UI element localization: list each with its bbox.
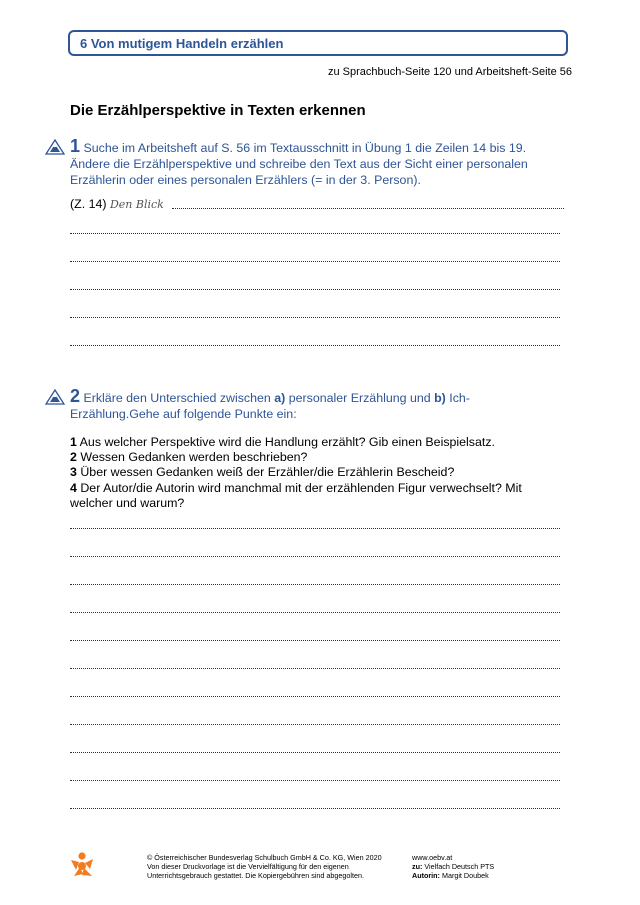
mountain-triangle-icon [45,139,65,155]
footer-info: www.oebv.at zu: Vielfach Deutsch PTS Autorin: Margit Doubek [412,853,495,880]
answer-line[interactable] [70,233,560,234]
handwritten-answer: Den Blick [109,198,164,211]
task-2-text-intro: Erkläre den Unterschied zwischen [83,391,271,405]
task-1-instructions [70,138,565,188]
answer-line[interactable] [70,612,560,613]
list-item: 4 Der Autor/die Autorin wird manchmal mit der erzählenden Figur verwechselt? Mit welcher und warum? [70,480,522,510]
answer-line[interactable] [70,584,560,585]
label-a: a) [274,391,286,405]
answer-line[interactable] [70,808,560,809]
website-link[interactable]: www.oebv.at [412,853,453,862]
list-item: 1 Aus welcher Perspektive wird die Handlung erzählt? Gib einen Beispielsatz. [70,435,495,449]
answer-line[interactable] [70,317,560,318]
answer-line[interactable] [70,289,560,290]
mountain-triangle-icon [45,389,65,405]
answer-line[interactable] [70,752,560,753]
task-2-number: 2 [70,386,81,406]
answer-line[interactable] [70,528,560,529]
answer-line[interactable] [70,780,560,781]
answer-line[interactable] [70,345,560,346]
label-b: b) [434,391,446,405]
chapter-header [68,30,568,56]
task-1-text: Suche im Arbeitsheft auf S. 56 im Textausschnitt in Übung 1 die Zeilen 14 bis 19. Ändere die Erzählperspektive und schreibe den Text aus der Sicht einer personalen Erzählerin oder eines personalen Erzählers (= in der 3. Person). [70,141,528,187]
oebv-star-logo [68,850,96,878]
book-reference: zu Sprachbuch-Seite 120 und Arbeitsheft-Seite 56 [328,66,572,78]
page-title: Die Erzählperspektive in Texten erkennen [70,102,366,119]
answer-line[interactable] [70,724,560,725]
line-label: (Z. 14) [70,197,107,211]
answer-line[interactable] [70,668,560,669]
chapter-title: 6 Von mutigem Handeln erzählen [80,35,284,51]
task-2-text-a: personaler Erzählung und [288,391,431,405]
list-item: 2 Wessen Gedanken werden beschrieben? [70,450,308,465]
answer-line[interactable] [70,696,560,697]
list-item: 3 Über wessen Gedanken weiß der Erzähler/die Erzählerin Bescheid? [70,465,455,480]
answer-line[interactable] [70,640,560,641]
answer-line[interactable] [70,556,560,557]
answer-line[interactable] [70,261,560,262]
task-1-first-line[interactable] [70,197,164,211]
answer-line[interactable] [172,208,564,209]
task-2-instructions [70,388,500,422]
task-1-number: 1 [70,136,81,156]
task-2-text-b: Ich-Erzählung.Gehe auf folgende Punkte ein: [70,391,470,421]
task-2-points [70,435,565,511]
footer-copyright: © Österreichischer Bundesverlag Schulbuch GmbH & Co. KG, Wien 2020 Von dieser Druckvorlage ist die Vervielfältigung für den eigenen Unterrichtsgebrauch gestattet. Die Kopiergebühren sind abgegolten. [147,853,382,880]
